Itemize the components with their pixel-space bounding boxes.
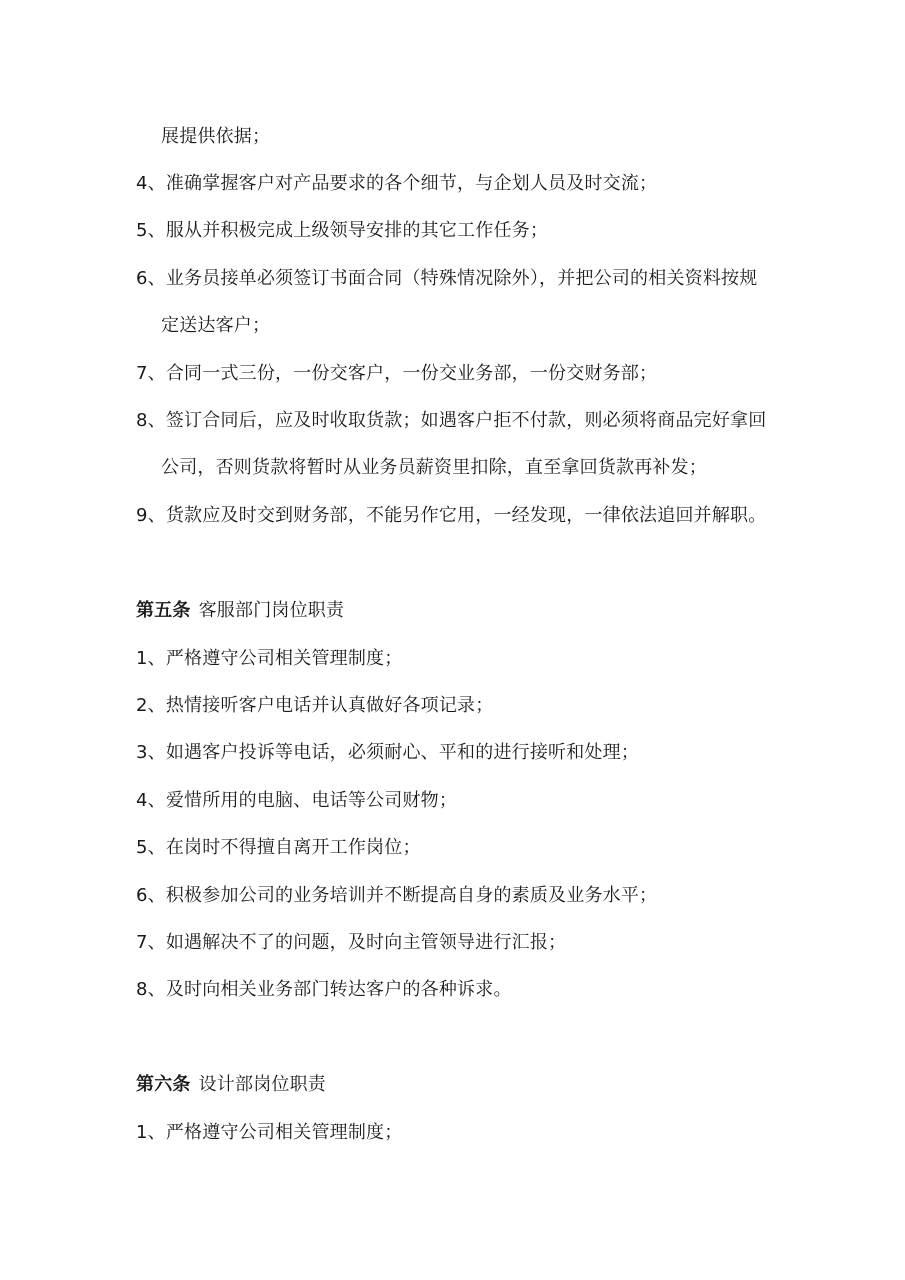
item-text: 如遇解决不了的问题，及时向主管领导进行汇报；: [165, 932, 567, 953]
item-number: 6、: [136, 268, 166, 289]
list-item: [136, 409, 766, 433]
list-item: [136, 267, 757, 291]
section-title: 设计部岗位职责: [198, 1074, 327, 1095]
item-text: 热情接听客户电话并认真做好各项记录；: [165, 695, 494, 716]
item-number: 9、: [136, 505, 166, 526]
section-heading: [136, 1073, 326, 1097]
item-number: 7、: [136, 932, 166, 953]
item-text: 签订合同后，应及时收取货款；如遇客户拒不付款，则必须将商品完好拿回: [165, 410, 767, 431]
item-number: 4、: [136, 173, 166, 194]
item-text: 及时向相关业务部门转达客户的各种诉求。: [165, 979, 512, 1000]
list-item: [136, 647, 402, 671]
item-text: 服从并积极完成上级领导安排的其它工作任务；: [165, 220, 549, 241]
item-text: 货款应及时交到财务部，不能另作它用，一经发现，一律依法追回并解职。: [165, 505, 767, 526]
list-item: [136, 789, 457, 813]
item-number: 5、: [136, 837, 166, 858]
list-item: [136, 741, 639, 765]
item-number: 1、: [136, 648, 166, 669]
list-item: [136, 219, 548, 243]
continuation-line: 展提供依据；: [161, 126, 271, 147]
list-item: [136, 931, 566, 955]
item-number: 5、: [136, 220, 166, 241]
item-number: 8、: [136, 410, 166, 431]
item-number: 2、: [136, 695, 166, 716]
item-number: 6、: [136, 885, 166, 906]
list-item: [136, 978, 512, 1002]
item-text: 业务员接单必须签订书面合同（特殊情况除外），并把公司的相关资料按规: [165, 268, 758, 289]
item-number: 3、: [136, 742, 166, 763]
item-text: 积极参加公司的业务培训并不断提高自身的素质及业务水平；: [165, 885, 658, 906]
continuation-line: 定送达客户；: [161, 315, 271, 336]
item-text: 如遇客户投诉等电话，必须耐心、平和的进行接听和处理；: [165, 742, 640, 763]
list-item: [136, 884, 657, 908]
item-number: 1、: [136, 1122, 166, 1143]
list-item: [136, 1121, 402, 1145]
section-label: 第六条: [136, 1074, 191, 1095]
list-item: [136, 172, 657, 196]
item-text: 合同一式三份，一份交客户，一份交业务部，一份交财务部；: [165, 363, 658, 384]
list-item: [136, 694, 493, 718]
list-item: [136, 836, 421, 860]
list-item: [136, 504, 766, 528]
item-text: 爱惜所用的电脑、电话等公司财物；: [165, 790, 458, 811]
section-title: 客服部门岗位职责: [198, 600, 345, 621]
section-heading: [136, 599, 344, 623]
item-text: 严格遵守公司相关管理制度；: [165, 648, 403, 669]
section-label: 第五条: [136, 600, 191, 621]
continuation-line: 公司，否则货款将暂时从业务员薪资里扣除，直至拿回货款再补发；: [161, 457, 707, 478]
list-item: [136, 362, 657, 386]
item-number: 8、: [136, 979, 166, 1000]
item-number: 4、: [136, 790, 166, 811]
item-text: 在岗时不得擅自离开工作岗位；: [165, 837, 421, 858]
item-text: 准确掌握客户对产品要求的各个细节，与企划人员及时交流；: [165, 173, 658, 194]
item-number: 7、: [136, 363, 166, 384]
item-text: 严格遵守公司相关管理制度；: [165, 1122, 403, 1143]
